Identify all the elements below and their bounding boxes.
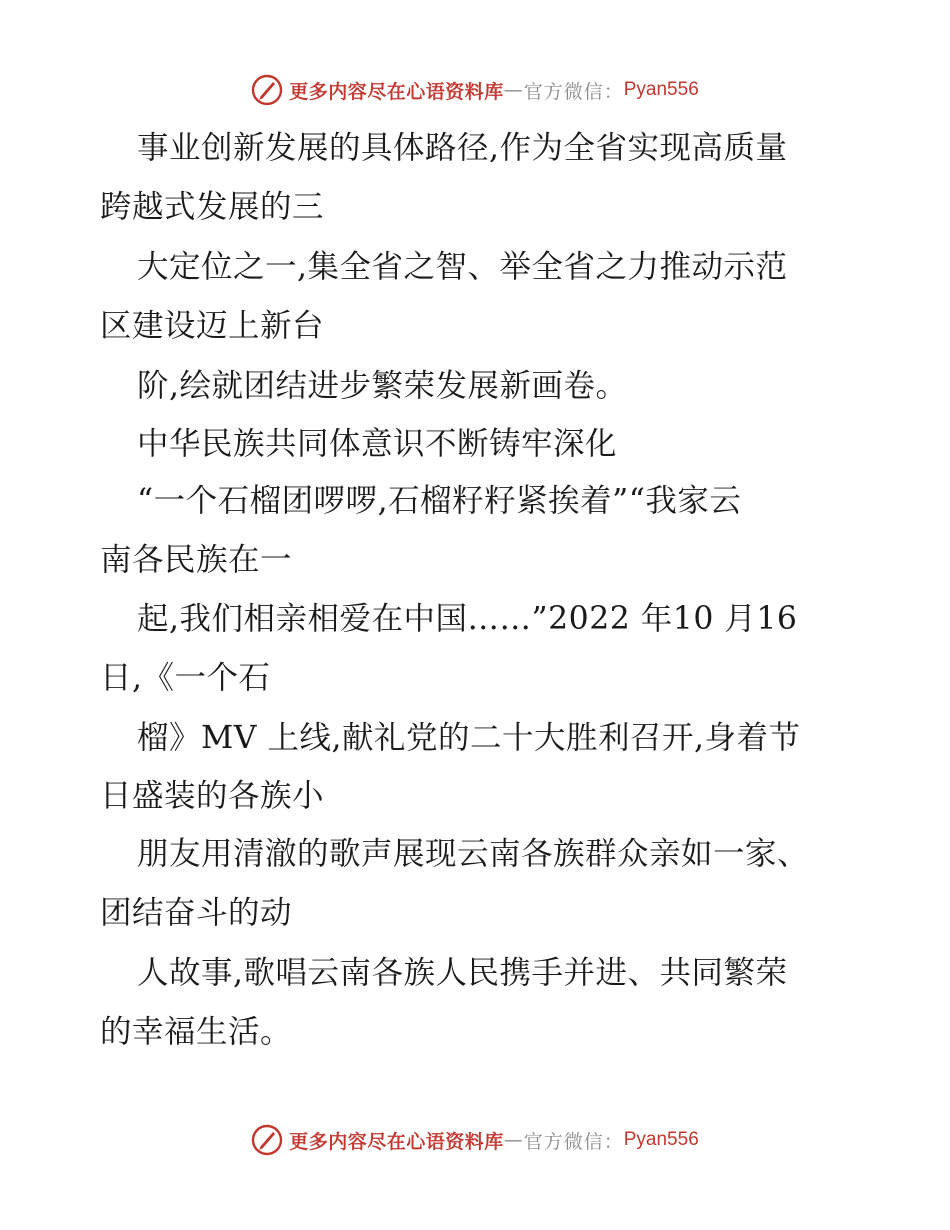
banner-dash: — <box>503 79 524 101</box>
banner-title: 更多内容尽在心语资料库 <box>289 80 504 103</box>
banner-wechat-id: Pyan556 <box>623 1129 699 1150</box>
body-line: 起,我们相亲相爱在中国……”2022 年10 月16 <box>137 601 798 637</box>
body-line: 团结奋斗的动 <box>100 895 293 931</box>
body-line: 南各民族在一 <box>100 542 293 578</box>
banner-wechat-id: Pyan556 <box>623 79 699 100</box>
banner-wechat-label: 官方微信： <box>523 1130 624 1153</box>
quill-logo-icon <box>251 74 283 106</box>
body-line: 人故事,歌唱云南各族人民携手并进、共同繁荣 <box>137 955 788 991</box>
banner-title: 更多内容尽在心语资料库 <box>289 1130 504 1153</box>
body-line: 榴》MV 上线,献礼党的二十大胜利召开,身着节 <box>137 720 801 756</box>
footer-banner <box>0 1120 950 1160</box>
body-line: “一个石榴团啰啰,石榴籽籽紧挨着”“我家云 <box>137 483 742 519</box>
banner-dash: — <box>503 1129 524 1151</box>
body-line: 大定位之一,集全省之智、举全省之力推动示范 <box>137 249 788 285</box>
body-line: 区建设迈上新台 <box>100 308 325 344</box>
body-line: 的幸福生活。 <box>100 1014 293 1050</box>
body-line: 阶,绘就团结进步繁荣发展新画卷。 <box>137 368 628 404</box>
body-line: 跨越式发展的三 <box>100 189 325 225</box>
body-line: 事业创新发展的具体路径,作为全省实现高质量 <box>137 130 788 166</box>
body-line: 朋友用清澈的歌声展现云南各族群众亲如一家、 <box>137 836 810 872</box>
quill-logo-icon <box>251 1124 283 1156</box>
banner-wechat-label: 官方微信： <box>523 80 624 103</box>
header-banner <box>0 70 950 110</box>
body-line: 中华民族共同体意识不断铸牢深化 <box>137 426 618 462</box>
body-line: 日盛装的各族小 <box>100 778 325 814</box>
body-line: 日,《一个石 <box>100 660 271 696</box>
